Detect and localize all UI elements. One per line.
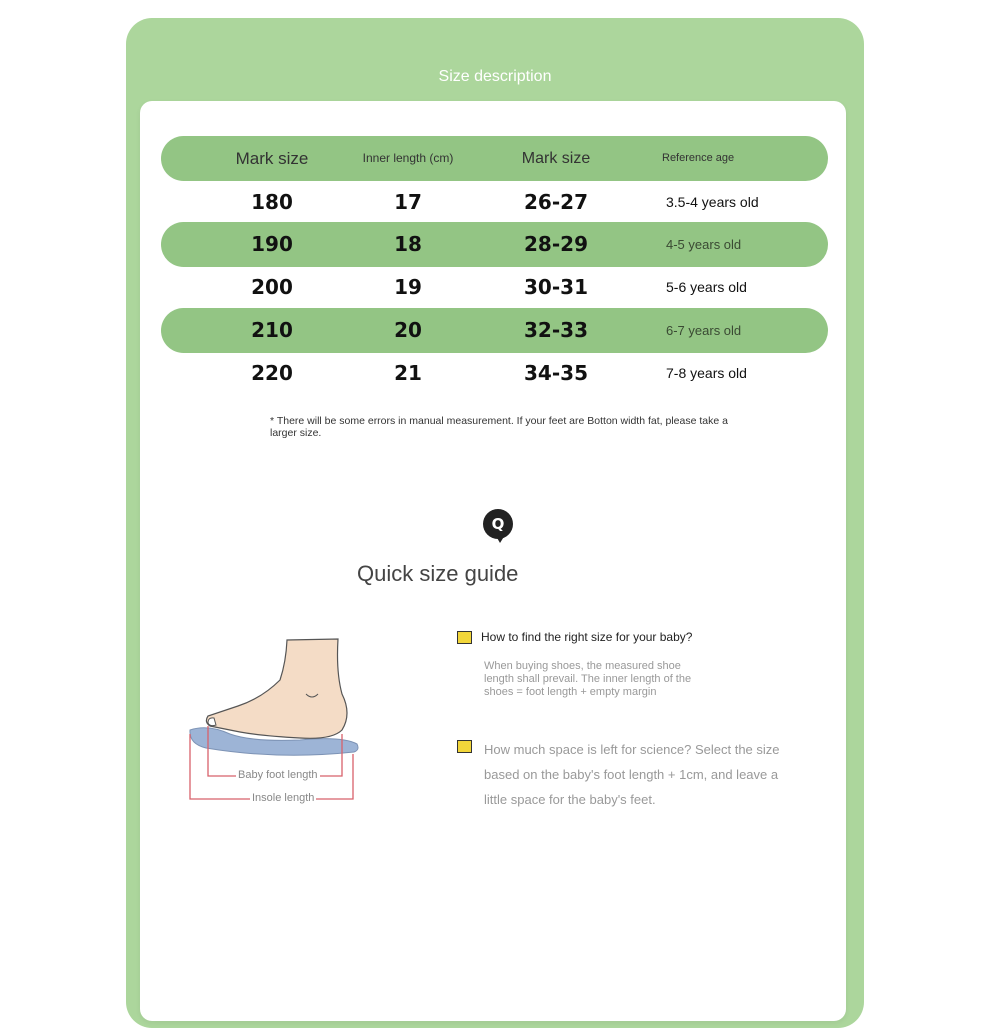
table-row (161, 265, 828, 310)
inner-length-cell: 20 (394, 318, 422, 342)
table-row (161, 180, 828, 225)
column-header-mark-size: Mark size (235, 149, 309, 168)
reference-age-cell: 6-7 years old (666, 323, 742, 338)
reference-age-cell: 3.5-4 years old (666, 194, 759, 210)
column-header-inner-length: Inner length (cm) (362, 151, 454, 165)
mark-size-cell: 180 (251, 190, 293, 214)
guide-answer: When buying shoes, the measured shoe length shall prevail. The inner length of the shoes = foot length + empty margin (484, 660, 692, 698)
panel-title: Size description (438, 68, 552, 85)
reference-age-cell: 7-8 years old (666, 365, 747, 381)
reference-age-cell: 5-6 years old (666, 279, 747, 295)
insole-length-label: Insole length (252, 792, 315, 804)
mark-size-cell: 200 (251, 275, 293, 299)
foot-length-label: Baby foot length (238, 769, 318, 781)
q-speech-bubble-icon (482, 508, 516, 544)
mark-size-cell: 190 (251, 232, 293, 256)
foot-diagram-icon (182, 630, 368, 810)
bullet-square-icon (457, 631, 472, 644)
inner-length-cell: 21 (394, 361, 422, 385)
table-header (161, 136, 828, 181)
shoe-size-cell: 26-27 (524, 190, 588, 214)
bullet-square-icon (457, 740, 472, 753)
q-icon-letter: Q (491, 515, 505, 533)
guide-question: How to find the right size for your baby? (481, 630, 693, 644)
measurement-note: * There will be some errors in manual measurement. If your feet are Botton width fat, please take a larger size. (270, 415, 728, 439)
mark-size-cell: 220 (251, 361, 293, 385)
inner-length-cell: 17 (394, 190, 422, 214)
shoe-size-cell: 34-35 (524, 361, 588, 385)
inner-length-cell: 19 (394, 275, 422, 299)
mark-size-cell: 210 (251, 318, 293, 342)
table-row (161, 308, 828, 353)
shoe-size-cell: 30-31 (524, 275, 588, 299)
guide-tip: How much space is left for science? Select the size based on the baby's foot length + 1cm, and leave a little space for the baby's feet. (484, 742, 780, 807)
reference-age-cell: 4-5 years old (666, 237, 742, 252)
inner-length-cell: 18 (394, 232, 422, 256)
column-header-reference-age: Reference age (662, 152, 735, 164)
table-row (161, 351, 828, 396)
guide-title: Quick size guide (357, 561, 519, 586)
shoe-size-cell: 32-33 (524, 318, 588, 342)
column-header-shoe-size: Mark size (521, 150, 591, 167)
foot-diagram (182, 630, 368, 810)
table-row (161, 222, 828, 267)
shoe-size-cell: 28-29 (524, 232, 588, 256)
